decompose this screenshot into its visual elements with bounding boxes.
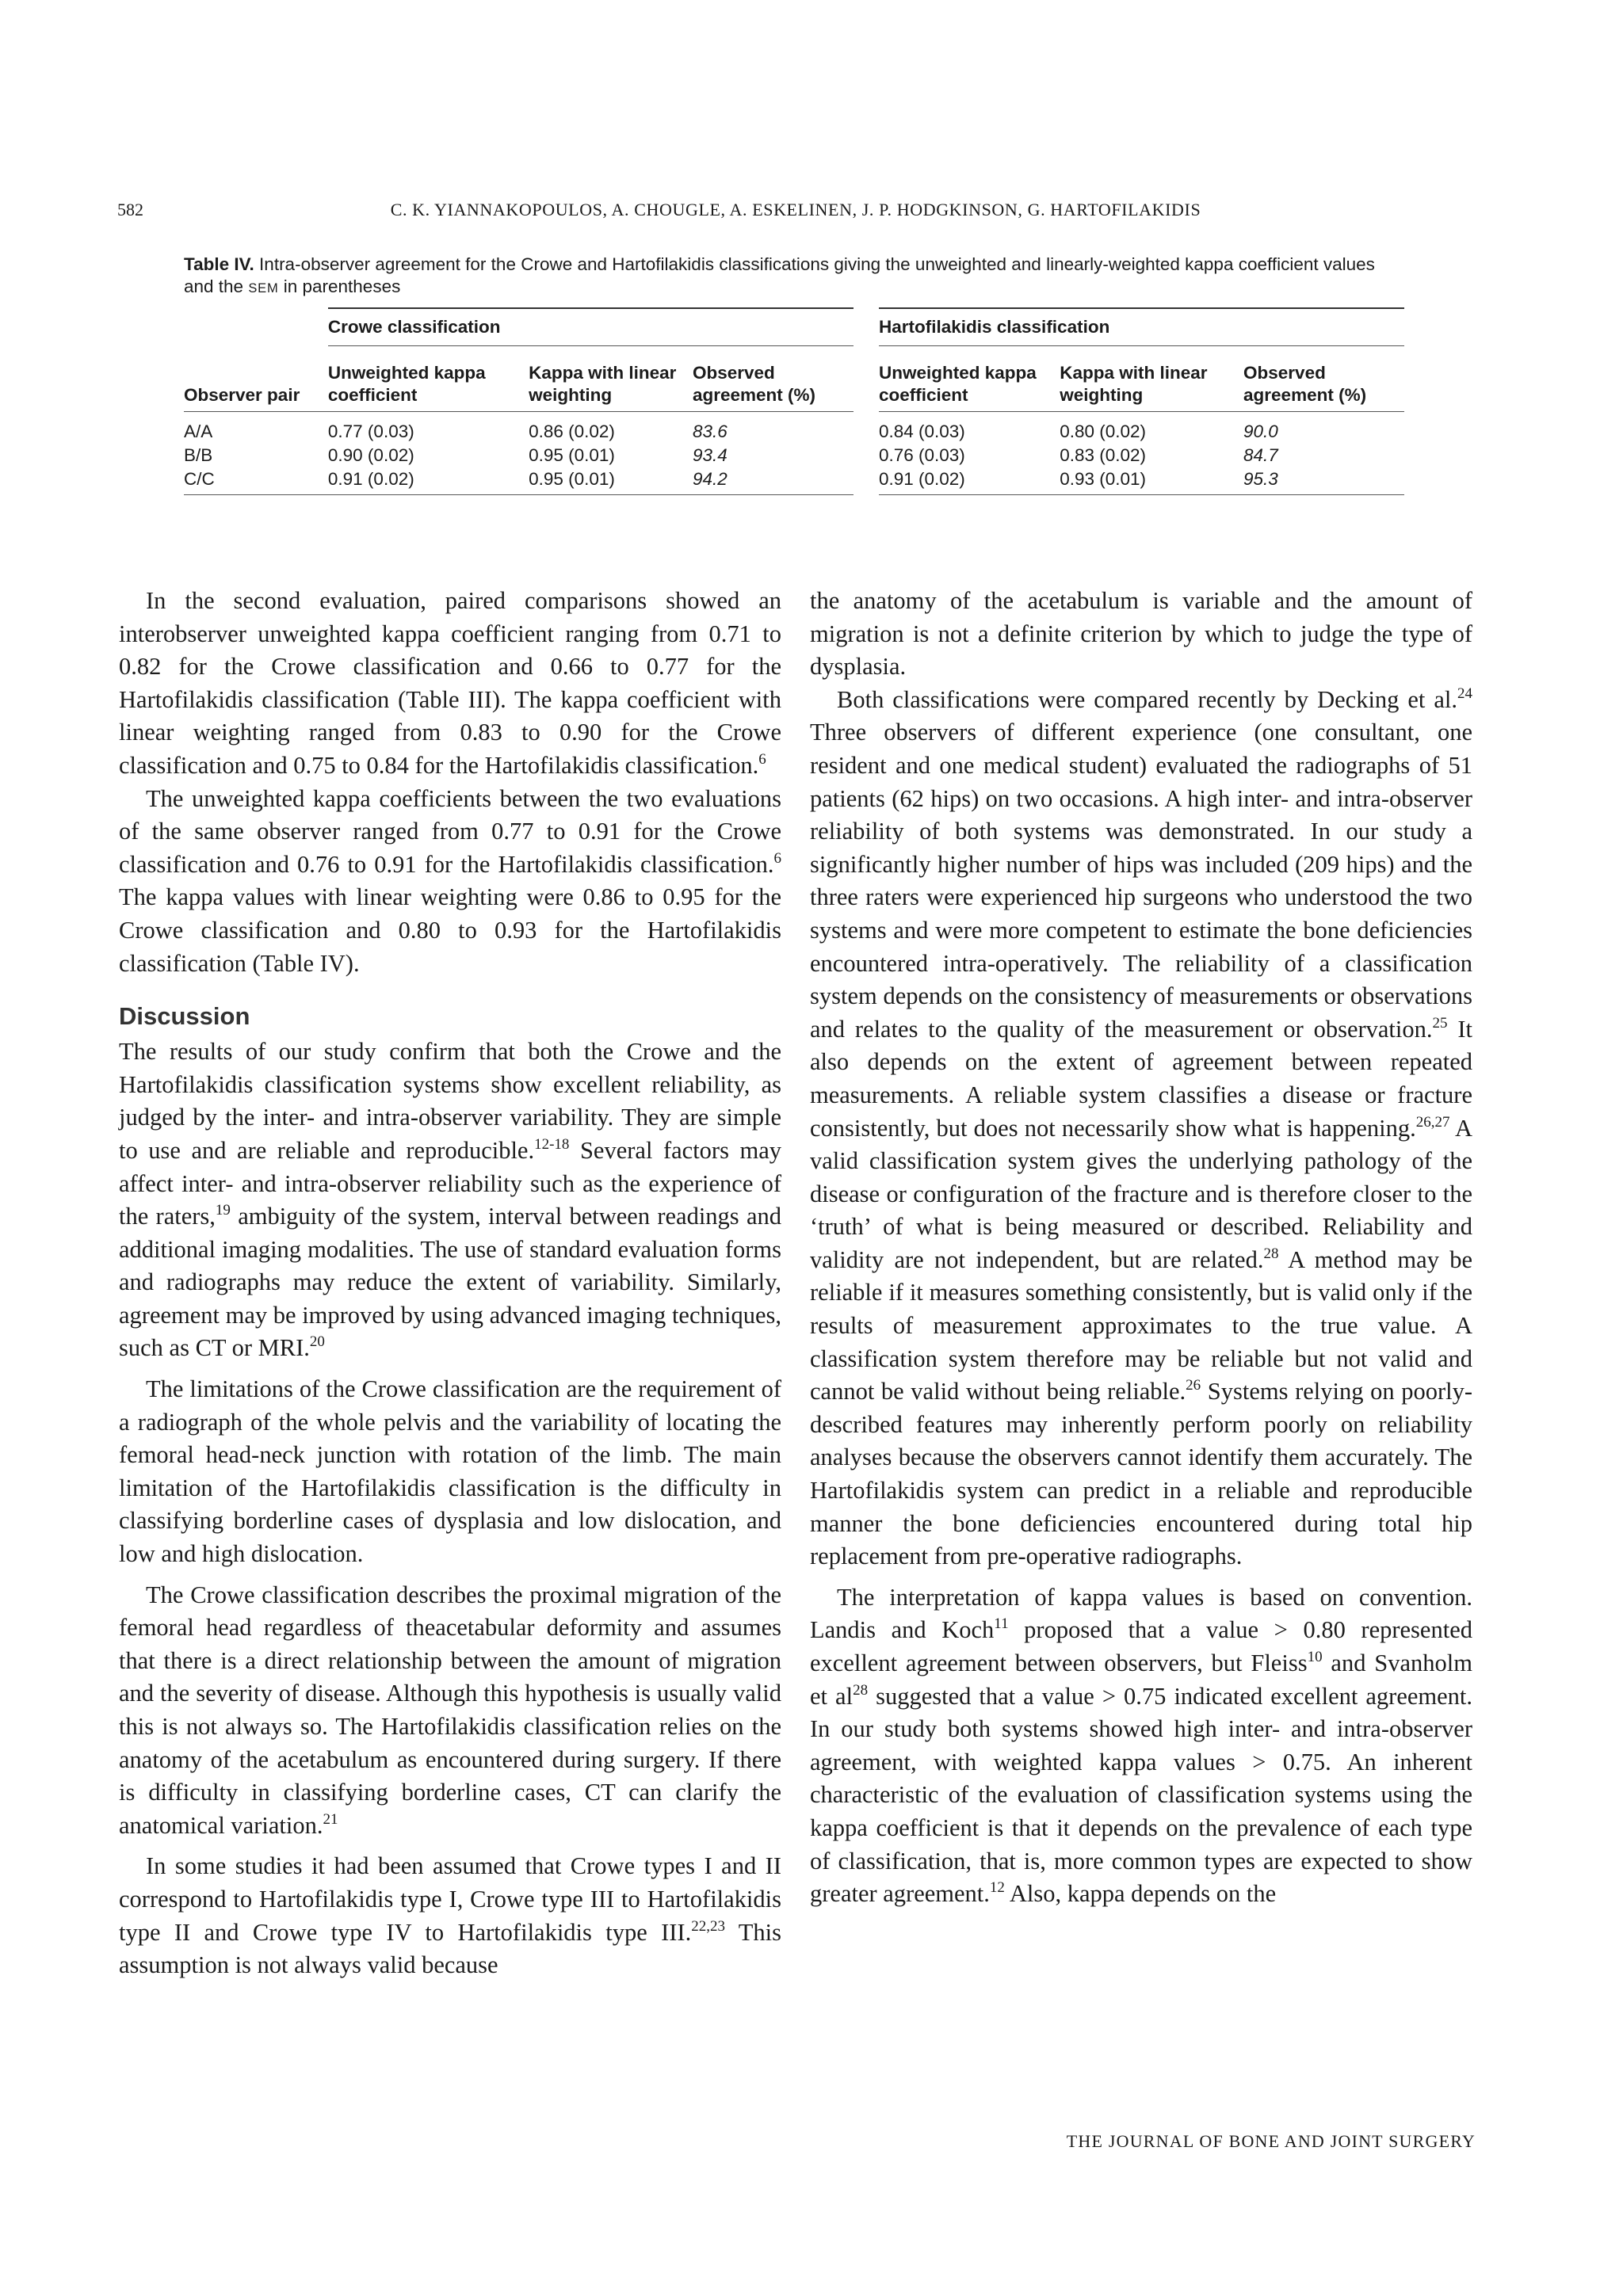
cell-crowe-linear: 0.95 (0.01) bbox=[529, 445, 615, 465]
header-crowe-observed: Observed agreement (%) bbox=[693, 346, 854, 412]
cell-hart-linear: 0.93 (0.01) bbox=[1060, 467, 1243, 495]
cell-hart-observed: 95.3 bbox=[1243, 467, 1404, 495]
citation-ref: 28 bbox=[1263, 1245, 1279, 1262]
cell-crowe-linear: 0.86 (0.02) bbox=[529, 421, 615, 441]
citation-ref: 24 bbox=[1457, 685, 1472, 702]
section-heading-discussion: Discussion bbox=[119, 1002, 250, 1031]
cell-crowe-observed: 83.6 bbox=[692, 421, 727, 441]
citation-ref: 26,27 bbox=[1415, 1113, 1450, 1131]
citation-ref: 26 bbox=[1186, 1377, 1201, 1394]
paragraph: The unweighted kappa coefficients between the two evaluations of the same observer ranged from 0.77 to 0.91 for the Crowe classification and 0.76 to 0.91 for the Hartofilakidis classification.$^6$ The kappa values with linear weighting were 0.86 to 0.95 for the Crowe classification and 0.80 to 0.93 for the Hartofilakidis classification (Table IV). bbox=[119, 784, 781, 977]
table-caption: Table IV. Intra-observer agreement for the Crowe and Hartofilakidis classifications giving the unweighted and linearly-weighted kappa coefficient values and the SEM in parentheses bbox=[184, 254, 1375, 296]
citation-ref: 6 bbox=[773, 849, 781, 867]
cell-crowe-linear: 0.95 (0.01) bbox=[529, 467, 693, 495]
citation-ref: 12 bbox=[989, 1879, 1005, 1897]
cell-crowe-observed: 94.2 bbox=[693, 467, 854, 495]
paragraph: In some studies it had been assumed that Crowe types I and II correspond to Hartofilakidis type I, Crowe type III to Hartofilakidis type II and Crowe type IV to Hartofilakidis type III.$^{22,23}$ This assumption is not always valid because bbox=[119, 1852, 781, 1979]
cell-crowe-unweighted: 0.91 (0.02) bbox=[328, 467, 529, 495]
citation-ref: 12-18 bbox=[534, 1135, 570, 1153]
group-crowe: Crowe classification bbox=[328, 308, 854, 346]
cell-hart-unweighted: 0.91 (0.02) bbox=[879, 467, 1060, 495]
group-header-row bbox=[184, 308, 1404, 346]
cell-hart-linear: 0.80 (0.02) bbox=[1060, 421, 1147, 441]
paragraph: The interpretation of kappa values is based on convention. Landis and Koch$^{11}$ proposed that a value > 0.80 represented excellent agreement between observers, but Fleiss$^{10}$ and Svanholm et $al^{28}$ suggested that a value > 0.75 indicated excellent agreement. In our study both systems showed high inter- and intra-observer agreement, with weighted kappa values > 0.75. An inherent characteristic of the evaluation of classification systems using the kappa coefficient is that it depends on the prevalence of each type of classification, that is, more common types are expected to show greater agreement.$^{12}$ Also, kappa depends on the bbox=[810, 1583, 1472, 1908]
cell-crowe-observed: 93.4 bbox=[692, 445, 727, 465]
header-hart-linear: Kappa with linear weighting bbox=[1060, 346, 1243, 412]
right-text-column bbox=[810, 585, 1472, 1911]
left-text-column bbox=[119, 585, 781, 1982]
cell-pair: C/C bbox=[184, 467, 328, 495]
cell-hart-observed: 90.0 bbox=[1243, 421, 1278, 441]
cell-pair: B/B bbox=[184, 445, 213, 465]
header-hart-observed: Observed agreement (%) bbox=[1243, 346, 1404, 412]
paragraph: The Crowe classification describes the proximal migration of the femoral head regardless of theacetabular deformity and assumes that there is a direct relationship between the amount of migration and the severity of disease. Although this hypothesis is usually valid this is not always so. The Hartofilakidis classification relies on the anatomy of the acetabulum as encountered during surgery. If there is difficulty in classifying borderline cases, CT can clarify the anatomical variation.$^{21}$ bbox=[119, 1581, 781, 1839]
header-crowe-unweighted: Unweighted kappa coefficient bbox=[328, 346, 529, 412]
sem-abbrev: SEM bbox=[248, 281, 279, 296]
cell-crowe-unweighted: 0.90 (0.02) bbox=[327, 445, 414, 465]
citation-ref: 19 bbox=[215, 1202, 231, 1219]
table-iv bbox=[184, 254, 1404, 495]
author-list: C. K. YIANNAKOPOULOS, A. CHOUGLE, A. ESKELINEN, J. P. HODGKINSON, G. HARTOFILAKIDIS bbox=[390, 200, 1201, 219]
citation-ref: 22,23 bbox=[691, 1917, 725, 1935]
paragraph: The results of our study confirm that both the Crowe and the Hartofilakidis classification systems show excellent reliability, as judged by the inter- and intra-observer variability. They are simple to use and are reliable and reproducible.$^{12-18}$ Several factors may affect inter- and intra-observer reliability such as the experience of the raters,$^{19}$ ambiguity of the system, interval between readings and additional imaging modalities. The use of standard evaluation forms and radiographs may reduce the extent of variability. Similarly, agreement may be improved by using advanced imaging techniques, such as CT or MRI.$^{20}$ bbox=[119, 1038, 781, 1362]
paragraph: The limitations of the Crowe classification are the requirement of a radiograph of the whole pelvis and the variability of locating the femoral head-neck junction with rotation of the limb. The main limitation of the Hartofilakidis classification is the difficulty in classifying borderline cases of dysplasia and low dislocation, and low and high dislocation. bbox=[119, 1375, 781, 1568]
header-observer-pair: Observer pair bbox=[184, 346, 328, 412]
journal-footer: THE JOURNAL OF BONE AND JOINT SURGERY bbox=[1066, 2131, 1476, 2151]
cell-hart-unweighted: 0.76 (0.03) bbox=[878, 445, 965, 465]
kappa-table bbox=[184, 307, 1404, 495]
citation-ref: 21 bbox=[323, 1810, 338, 1828]
cell-crowe-unweighted: 0.77 (0.03) bbox=[327, 421, 414, 441]
paragraph: the anatomy of the acetabulum is variable and the amount of migration is not a definite criterion by which to judge the type of dysplasia. bbox=[810, 587, 1472, 681]
cell-hart-observed: 84.7 bbox=[1243, 445, 1278, 465]
citation-ref: 6 bbox=[758, 750, 766, 768]
paragraph: Both classifications were compared recently by Decking et al.$^{24}$ Three observers of different experience (one consultant, one resident and one medical student) evaluated the radiographs of 51 patients (62 hips) on two occasions. A high inter- and intra-observer reliability of both systems was demonstrated. In our study a significantly higher number of hips was included (209 hips) and the three raters were experienced hip surgeons who understood the two systems and were more competent to estimate the bone deficiencies encountered intra-operatively. The reliability of a classification system depends on the consistency of measurements or observations and relates to the quality of the measurement or observation.$^{25}$ It also depends on the extent of agreement between repeated measurements. A reliable system classifies a disease or fracture consistently, but does not necessarily show what is happening.$^{26,27}$ A valid classification system gives the underlying pathology of the disease or configuration of the fracture and is therefore closer to the ‘truth’ of what is being measured or described. Reliability and validity are not independent, but are related.$^{28}$ A method may be reliable if it measures something consistently, but is valid only if the results of measurement approximates to the true value. A classification system therefore may be reliable but not valid and cannot be valid without being reliable.$^{26}$ Systems relying on poorly-described features may inherently perform poorly on reliability analyses because the observers cannot identify them accurately. The Hartofilakidis system can predict in a reliable and reproducible manner the bone deficiencies encountered during total hip replacement from pre-operative radiographs. bbox=[810, 685, 1472, 1570]
column-header-row bbox=[184, 346, 1404, 412]
citation-ref: 25 bbox=[1432, 1014, 1448, 1032]
cell-hart-linear: 0.83 (0.02) bbox=[1060, 445, 1147, 465]
table-row bbox=[184, 444, 1404, 467]
table-label: Table IV. bbox=[184, 254, 254, 274]
header-crowe-linear: Kappa with linear weighting bbox=[529, 346, 693, 412]
table-row bbox=[184, 467, 1404, 495]
page-number: 582 bbox=[117, 200, 143, 219]
citation-ref: 10 bbox=[1307, 1649, 1323, 1665]
citation-ref: 11 bbox=[994, 1615, 1009, 1633]
header-hart-unweighted: Unweighted kappa coefficient bbox=[879, 346, 1060, 412]
table-row bbox=[184, 412, 1404, 444]
running-head bbox=[117, 200, 1474, 227]
citation-ref: 28 bbox=[853, 1681, 869, 1699]
cell-pair: A/A bbox=[184, 421, 213, 441]
group-hartofilakidis: Hartofilakidis classification bbox=[879, 308, 1404, 346]
citation-ref: 20 bbox=[309, 1333, 325, 1351]
paragraph: In the second evaluation, paired comparisons showed an interobserver unweighted kappa coefficient ranging from 0.71 to 0.82 for the Crowe classification and 0.66 to 0.77 for the Hartofilakidis classification (Table III). The kappa coefficient with linear weighting ranged from 0.83 to 0.90 for the Crowe classification and 0.75 to 0.84 for the Hartofilakidis classification.$^6$ bbox=[119, 587, 781, 779]
cell-hart-unweighted: 0.84 (0.03) bbox=[878, 421, 965, 441]
